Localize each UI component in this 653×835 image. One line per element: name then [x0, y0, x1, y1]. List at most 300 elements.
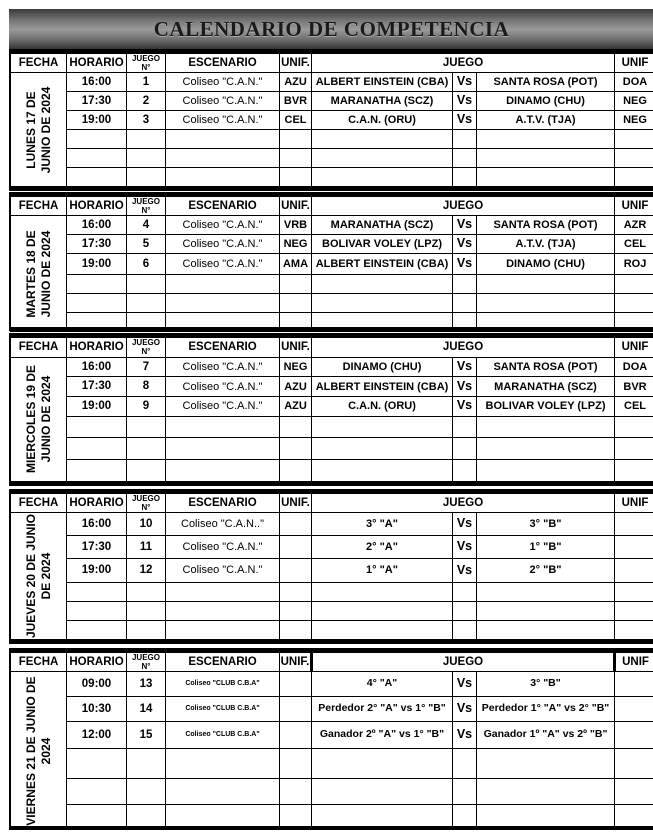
game-number: 1	[127, 73, 166, 92]
empty-cell	[67, 149, 127, 168]
empty-cell	[280, 779, 312, 805]
team2-uniform: AZR	[615, 216, 653, 235]
game-time: 09:00	[67, 672, 127, 697]
col-header-juego: JUEGO	[312, 54, 615, 73]
game-time: 17:30	[67, 377, 127, 397]
col-header-unif-2: UNIF	[615, 54, 653, 73]
schedule-table	[10, 53, 653, 187]
day-date-label	[11, 73, 67, 187]
game-number: 5	[127, 235, 166, 254]
team2-name: DINAMO (CHU)	[477, 254, 615, 275]
table-row	[11, 216, 653, 235]
team1-name: C.A.N. (ORU)	[312, 111, 453, 130]
empty-cell	[280, 805, 312, 830]
schedule-table	[10, 652, 653, 830]
empty-cell	[312, 275, 453, 294]
empty-cell	[166, 275, 280, 294]
empty-cell	[166, 168, 280, 187]
empty-cell	[312, 313, 453, 332]
empty-cell	[615, 275, 653, 294]
empty-cell	[166, 294, 280, 313]
empty-cell	[166, 620, 280, 639]
table-row	[11, 722, 653, 749]
col-header-unif-2: UNIF	[615, 338, 653, 358]
versus-label: Vs	[453, 357, 477, 377]
empty-cell	[166, 438, 280, 460]
empty-cell	[615, 805, 653, 830]
empty-cell	[166, 130, 280, 149]
team2-uniform	[615, 536, 653, 559]
table-row	[11, 779, 653, 805]
empty-cell	[453, 779, 477, 805]
team1-name: DINAMO (CHU)	[312, 357, 453, 377]
empty-cell	[166, 601, 280, 620]
empty-cell	[453, 168, 477, 187]
day-block	[9, 333, 653, 486]
empty-cell	[166, 779, 280, 805]
versus-label: Vs	[453, 92, 477, 111]
schedule-table	[10, 196, 653, 332]
game-time: 12:00	[67, 722, 127, 749]
game-venue: Coliseo "C.A.N."	[166, 536, 280, 559]
game-number: 3	[127, 111, 166, 130]
game-time: 16:00	[67, 73, 127, 92]
game-venue: Coliseo "C.A.N."	[166, 357, 280, 377]
empty-cell	[312, 601, 453, 620]
game-number: 12	[127, 559, 166, 582]
col-header-fecha: FECHA	[11, 338, 67, 358]
table-row	[11, 749, 653, 779]
table-row	[11, 582, 653, 601]
day-date-label	[11, 216, 67, 332]
empty-cell	[67, 749, 127, 779]
team1-uniform	[280, 722, 312, 749]
empty-cell	[280, 130, 312, 149]
empty-cell	[615, 749, 653, 779]
empty-cell	[477, 130, 615, 149]
col-header-unif: UNIF.	[280, 197, 312, 216]
team1-name: 4° "A"	[312, 672, 453, 697]
empty-cell	[477, 168, 615, 187]
empty-cell	[453, 749, 477, 779]
game-venue: Coliseo "C.A.N."	[166, 397, 280, 417]
empty-cell	[453, 275, 477, 294]
col-header-juego: JUEGO	[312, 494, 615, 513]
table-row	[11, 805, 653, 830]
team1-name: Perdedor 2° "A" vs 1° "B"	[312, 697, 453, 722]
game-venue: Coliseo "C.A.N.."	[166, 513, 280, 536]
empty-cell	[477, 149, 615, 168]
col-header-unif-2: UNIF	[615, 494, 653, 513]
col-header-horario: HORARIO	[67, 197, 127, 216]
game-time: 16:00	[67, 357, 127, 377]
col-header-juego-num: JUEGO N°	[127, 338, 166, 358]
empty-cell	[453, 149, 477, 168]
day-date-label	[11, 513, 67, 640]
game-time: 16:00	[67, 216, 127, 235]
empty-cell	[280, 294, 312, 313]
empty-cell	[280, 460, 312, 482]
game-time: 10:30	[67, 697, 127, 722]
team2-name: Ganador 1º "A" vs 2º "B"	[477, 722, 615, 749]
empty-cell	[615, 438, 653, 460]
day-date-text: JUEVES 20 DE JUNIO DE 2024	[23, 514, 53, 639]
empty-cell	[127, 168, 166, 187]
empty-cell	[67, 130, 127, 149]
empty-cell	[453, 582, 477, 601]
game-number: 15	[127, 722, 166, 749]
schedule-table	[10, 337, 653, 482]
game-venue: Coliseo "CLUB C.B.A"	[166, 672, 280, 697]
empty-cell	[453, 805, 477, 830]
empty-cell	[615, 601, 653, 620]
versus-label: Vs	[453, 111, 477, 130]
empty-cell	[127, 582, 166, 601]
team2-uniform	[615, 513, 653, 536]
empty-cell	[477, 779, 615, 805]
game-venue: Coliseo "C.A.N."	[166, 235, 280, 254]
team1-uniform: AZU	[280, 397, 312, 417]
team1-uniform	[280, 513, 312, 536]
table-row	[11, 377, 653, 397]
game-time: 17:30	[67, 235, 127, 254]
empty-cell	[127, 805, 166, 830]
table-row	[11, 130, 653, 149]
table-row	[11, 513, 653, 536]
versus-label: Vs	[453, 559, 477, 582]
empty-cell	[615, 294, 653, 313]
empty-cell	[453, 416, 477, 438]
empty-cell	[453, 438, 477, 460]
empty-cell	[67, 275, 127, 294]
team2-name: DINAMO (CHU)	[477, 92, 615, 111]
team2-uniform: CEL	[615, 397, 653, 417]
empty-cell	[280, 438, 312, 460]
day-date-label	[11, 672, 67, 830]
team1-name: 2° "A"	[312, 536, 453, 559]
team2-uniform: CEL	[615, 235, 653, 254]
day-block	[9, 489, 653, 644]
day-block	[9, 192, 653, 331]
empty-cell	[312, 582, 453, 601]
versus-label: Vs	[453, 235, 477, 254]
game-time: 16:00	[67, 513, 127, 536]
empty-cell	[453, 294, 477, 313]
empty-cell	[67, 601, 127, 620]
empty-cell	[67, 438, 127, 460]
game-venue: Coliseo "C.A.N."	[166, 216, 280, 235]
team1-name: 3° "A"	[312, 513, 453, 536]
table-row	[11, 168, 653, 187]
page-title: CALENDARIO DE COMPETENCIA	[9, 9, 653, 50]
day-date-text: LUNES 17 DE JUNIO DE 2024	[23, 86, 53, 173]
team2-uniform: BVR	[615, 377, 653, 397]
team2-uniform: ROJ	[615, 254, 653, 275]
table-row	[11, 416, 653, 438]
col-header-horario: HORARIO	[67, 54, 127, 73]
empty-cell	[67, 620, 127, 639]
empty-cell	[166, 416, 280, 438]
day-block	[9, 648, 653, 830]
game-time: 19:00	[67, 254, 127, 275]
empty-cell	[127, 149, 166, 168]
team1-uniform	[280, 559, 312, 582]
empty-cell	[127, 275, 166, 294]
empty-cell	[280, 275, 312, 294]
table-row	[11, 149, 653, 168]
empty-cell	[67, 294, 127, 313]
col-header-juego-num: JUEGO N°	[127, 54, 166, 73]
game-number: 14	[127, 697, 166, 722]
empty-cell	[127, 620, 166, 639]
versus-label: Vs	[453, 513, 477, 536]
empty-cell	[477, 460, 615, 482]
empty-cell	[67, 313, 127, 332]
table-row	[11, 92, 653, 111]
empty-cell	[615, 149, 653, 168]
table-row	[11, 438, 653, 460]
team2-uniform	[615, 672, 653, 697]
versus-label: Vs	[453, 216, 477, 235]
table-row	[11, 294, 653, 313]
team2-name: BOLIVAR VOLEY (LPZ)	[477, 397, 615, 417]
empty-cell	[312, 620, 453, 639]
team2-uniform: NEG	[615, 111, 653, 130]
col-header-fecha: FECHA	[11, 54, 67, 73]
col-header-unif: UNIF.	[280, 653, 312, 672]
game-venue: Coliseo "CLUB C.B.A"	[166, 722, 280, 749]
team1-name: 1° "A"	[312, 559, 453, 582]
game-time: 19:00	[67, 397, 127, 417]
col-header-unif-2: UNIF	[615, 653, 653, 672]
game-number: 13	[127, 672, 166, 697]
empty-cell	[312, 149, 453, 168]
col-header-fecha: FECHA	[11, 494, 67, 513]
empty-cell	[477, 294, 615, 313]
empty-cell	[615, 168, 653, 187]
table-row	[11, 601, 653, 620]
col-header-escenario: ESCENARIO	[166, 494, 280, 513]
team2-uniform: NEG	[615, 92, 653, 111]
team2-uniform	[615, 722, 653, 749]
table-row	[11, 397, 653, 417]
team2-name: 3° "B"	[477, 672, 615, 697]
empty-cell	[166, 805, 280, 830]
empty-cell	[280, 149, 312, 168]
col-header-horario: HORARIO	[67, 653, 127, 672]
game-number: 6	[127, 254, 166, 275]
col-header-horario: HORARIO	[67, 494, 127, 513]
empty-cell	[166, 460, 280, 482]
table-row	[11, 460, 653, 482]
table-row	[11, 111, 653, 130]
empty-cell	[166, 582, 280, 601]
table-row	[11, 559, 653, 582]
col-header-unif: UNIF.	[280, 494, 312, 513]
empty-cell	[477, 805, 615, 830]
empty-cell	[280, 749, 312, 779]
empty-cell	[127, 294, 166, 313]
versus-label: Vs	[453, 536, 477, 559]
versus-label: Vs	[453, 722, 477, 749]
empty-cell	[127, 601, 166, 620]
team2-name: Perdedor 1° "A" vs 2° "B"	[477, 697, 615, 722]
team1-name: ALBERT EINSTEIN (CBA)	[312, 377, 453, 397]
empty-cell	[280, 313, 312, 332]
game-venue: Coliseo "C.A.N."	[166, 92, 280, 111]
team2-uniform	[615, 559, 653, 582]
team1-uniform	[280, 536, 312, 559]
team1-uniform	[280, 672, 312, 697]
team1-name: MARANATHA (SCZ)	[312, 92, 453, 111]
game-number: 4	[127, 216, 166, 235]
empty-cell	[127, 438, 166, 460]
team2-name: 2° "B"	[477, 559, 615, 582]
game-number: 11	[127, 536, 166, 559]
empty-cell	[67, 779, 127, 805]
team1-uniform: CEL	[280, 111, 312, 130]
team1-uniform	[280, 697, 312, 722]
empty-cell	[312, 749, 453, 779]
team2-name: 1° "B"	[477, 536, 615, 559]
game-number: 10	[127, 513, 166, 536]
table-row	[11, 357, 653, 377]
col-header-escenario: ESCENARIO	[166, 338, 280, 358]
empty-cell	[312, 416, 453, 438]
table-row	[11, 235, 653, 254]
game-time: 19:00	[67, 559, 127, 582]
day-block	[9, 49, 653, 191]
table-row	[11, 672, 653, 697]
empty-cell	[615, 130, 653, 149]
empty-cell	[280, 601, 312, 620]
team1-uniform: NEG	[280, 235, 312, 254]
col-header-unif-2: UNIF	[615, 197, 653, 216]
team1-uniform: AZU	[280, 377, 312, 397]
day-date-label	[11, 357, 67, 481]
empty-cell	[312, 294, 453, 313]
empty-cell	[67, 168, 127, 187]
team2-uniform	[615, 697, 653, 722]
team2-name: SANTA ROSA (POT)	[477, 73, 615, 92]
empty-cell	[615, 416, 653, 438]
empty-cell	[312, 130, 453, 149]
col-header-escenario: ESCENARIO	[166, 197, 280, 216]
team2-uniform: DOA	[615, 357, 653, 377]
team1-uniform: VRB	[280, 216, 312, 235]
schedule-table	[10, 493, 653, 640]
table-row	[11, 620, 653, 639]
col-header-unif: UNIF.	[280, 338, 312, 358]
day-date-text: MARTES 18 DE JUNIO DE 2024	[23, 229, 53, 318]
empty-cell	[127, 749, 166, 779]
team1-name: MARANATHA (SCZ)	[312, 216, 453, 235]
team1-uniform: AZU	[280, 73, 312, 92]
empty-cell	[312, 168, 453, 187]
team2-name: SANTA ROSA (POT)	[477, 216, 615, 235]
empty-cell	[312, 779, 453, 805]
table-row	[11, 254, 653, 275]
empty-cell	[127, 130, 166, 149]
versus-label: Vs	[453, 672, 477, 697]
team2-name: A.T.V. (TJA)	[477, 111, 615, 130]
empty-cell	[453, 601, 477, 620]
versus-label: Vs	[453, 377, 477, 397]
empty-cell	[67, 582, 127, 601]
empty-cell	[280, 416, 312, 438]
empty-cell	[166, 749, 280, 779]
team2-name: SANTA ROSA (POT)	[477, 357, 615, 377]
empty-cell	[127, 313, 166, 332]
table-row	[11, 313, 653, 332]
col-header-horario: HORARIO	[67, 338, 127, 358]
empty-cell	[477, 275, 615, 294]
empty-cell	[615, 779, 653, 805]
empty-cell	[615, 313, 653, 332]
team1-name: C.A.N. (ORU)	[312, 397, 453, 417]
empty-cell	[127, 460, 166, 482]
empty-cell	[312, 805, 453, 830]
game-venue: Coliseo "C.A.N."	[166, 73, 280, 92]
empty-cell	[615, 582, 653, 601]
team2-name: A.T.V. (TJA)	[477, 235, 615, 254]
table-row	[11, 275, 653, 294]
empty-cell	[453, 313, 477, 332]
game-number: 9	[127, 397, 166, 417]
empty-cell	[312, 438, 453, 460]
versus-label: Vs	[453, 73, 477, 92]
empty-cell	[477, 749, 615, 779]
game-venue: Coliseo "C.A.N."	[166, 377, 280, 397]
empty-cell	[166, 313, 280, 332]
versus-label: Vs	[453, 697, 477, 722]
empty-cell	[67, 416, 127, 438]
game-venue: Coliseo "C.A.N."	[166, 254, 280, 275]
team2-uniform: DOA	[615, 73, 653, 92]
game-number: 7	[127, 357, 166, 377]
game-venue: Coliseo "CLUB C.B.A"	[166, 697, 280, 722]
empty-cell	[127, 416, 166, 438]
col-header-juego: JUEGO	[312, 338, 615, 358]
col-header-fecha: FECHA	[11, 197, 67, 216]
table-row	[11, 697, 653, 722]
team1-name: ALBERT EINSTEIN (CBA)	[312, 254, 453, 275]
empty-cell	[280, 582, 312, 601]
empty-cell	[453, 620, 477, 639]
empty-cell	[280, 168, 312, 187]
game-number: 8	[127, 377, 166, 397]
empty-cell	[453, 460, 477, 482]
col-header-juego-num: JUEGO N°	[127, 494, 166, 513]
col-header-escenario: ESCENARIO	[166, 54, 280, 73]
empty-cell	[280, 620, 312, 639]
team1-uniform: AMA	[280, 254, 312, 275]
team1-uniform: NEG	[280, 357, 312, 377]
game-time: 17:30	[67, 92, 127, 111]
empty-cell	[453, 130, 477, 149]
col-header-unif: UNIF.	[280, 54, 312, 73]
empty-cell	[477, 620, 615, 639]
team2-name: 3° "B"	[477, 513, 615, 536]
empty-cell	[312, 460, 453, 482]
col-header-fecha: FECHA	[11, 653, 67, 672]
empty-cell	[477, 416, 615, 438]
team2-name: MARANATHA (SCZ)	[477, 377, 615, 397]
team1-uniform: BVR	[280, 92, 312, 111]
game-venue: Coliseo "C.A.N."	[166, 111, 280, 130]
team1-name: Ganador 2º "A" vs 1° "B"	[312, 722, 453, 749]
versus-label: Vs	[453, 254, 477, 275]
